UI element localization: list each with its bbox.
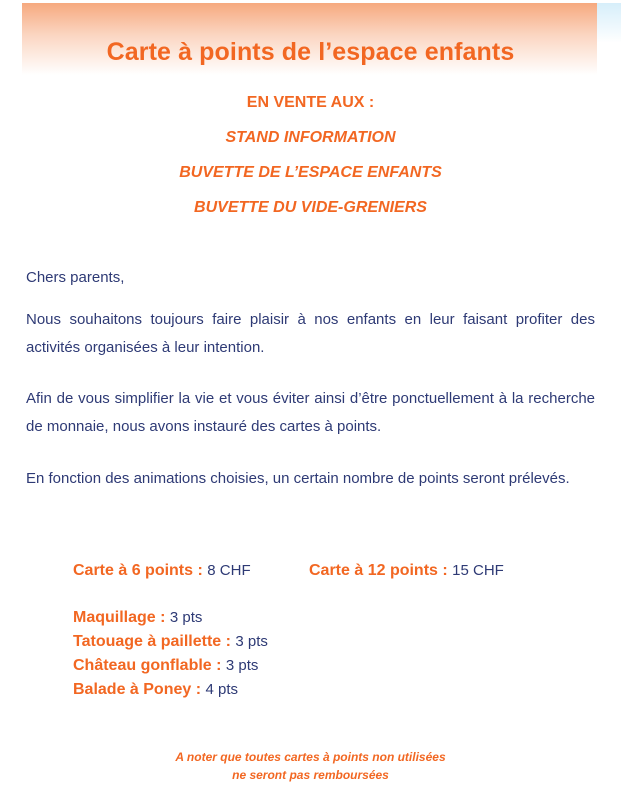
activity-item [73, 630, 268, 654]
greeting: Chers parents, [26, 269, 125, 286]
paragraph-intro: Nous souhaitons toujours faire plaisir à nos enfants en leur faisant profiter des activités organisées à leur intention. [26, 311, 595, 356]
activity-label: Château gonflable : [73, 657, 222, 674]
sale-heading: EN VENTE AUX : [246, 94, 375, 111]
activity-points: 3 pts [169, 609, 203, 626]
activity-item [73, 654, 268, 678]
page-title: Carte à points de l’espace enfants [106, 38, 515, 66]
activity-list [73, 606, 268, 702]
card-price: 8 CHF [207, 562, 251, 579]
activity-label: Tatouage à paillette : [73, 633, 231, 650]
sale-location-flea-bar: BUVETTE DU VIDE-GRENIERS [194, 199, 427, 216]
card-price-6 [73, 562, 251, 580]
card-label: Carte à 12 points : [309, 562, 448, 579]
sale-location-kids-bar: BUVETTE DE L’ESPACE ENFANTS [179, 164, 442, 181]
paragraph-points: En fonction des animations choisies, un certain nombre de points seront prélevés. [26, 470, 570, 487]
activity-points: 4 pts [205, 681, 239, 698]
activity-item [73, 606, 268, 630]
card-price-12 [309, 562, 504, 580]
header-accent-strip [597, 3, 621, 43]
card-price: 15 CHF [452, 562, 504, 579]
activity-points: 3 pts [225, 657, 259, 674]
sale-location-stand: STAND INFORMATION [225, 129, 396, 146]
card-label: Carte à 6 points : [73, 562, 203, 579]
paragraph-simplify: Afin de vous simplifier la vie et vous éviter ainsi d’être ponctuellement à la recherche de monnaie, nous avons instauré des cartes à points. [26, 390, 595, 435]
notice-line-1: A noter que toutes cartes à points non utilisées [175, 750, 446, 764]
activity-points: 3 pts [235, 633, 268, 650]
activity-item [73, 678, 268, 702]
activity-label: Balade à Poney : [73, 681, 202, 698]
notice-line-2: ne seront pas remboursées [232, 768, 389, 782]
activity-label: Maquillage : [73, 609, 166, 626]
